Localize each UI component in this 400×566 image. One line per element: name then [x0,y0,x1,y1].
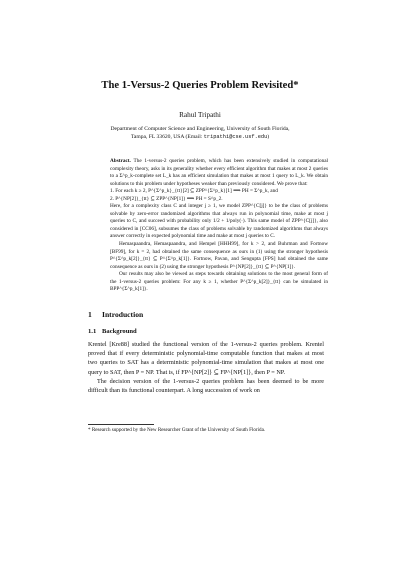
subsection-number: 1.1 [88,328,97,335]
author-email: tripathi@cse.usf.edu [203,133,268,140]
abstract-text-1: The 1-versus-2 queries problem, which has been extensively studied in computational complexity theory, asks in its generality whether every efficient algorithm that makes at most 2 queries to a Σ^p_k-complete set L_k has an efficient simulation that makes at most 1 query to L_k. We obtain solutions to this problem under hypotheses weaker than previously considered. We prove that: [110,158,328,187]
section-number: 1 [88,310,92,319]
abstract-paragraph-2: Here, for a complexity class C and integer j ≥ 1, we model ZPP^{C[j]} to be the class of problems solvable by zero-error randomized algorithms that always run in polynomial time, make at most j queries to C, and succeed with probability only 1/2 + 1/poly(·). This same model of ZPP^{C[j]}, also considered in [CC06], subsumes the class of problems solvable by randomized algorithms that always answer correctly in expected polynomial time and make at most j queries to C. [110,203,328,240]
paper-title: The 1-Versus-2 Queries Problem Revisited* [101,80,299,91]
abstract-paragraph-1 [110,158,328,188]
affiliation-line-1: Department of Computer Science and Engineering, University of South Florida, [110,126,290,132]
abstract-paragraph-3: Hemaspaandra, Hemaspaandra, and Hempel [HHH99], for k > 2, and Buhrman and Fortnow [BF99], for k = 2, had obtained the same consequence as ours in (1) using the stronger hypothesis P^{Σ^p_k[2]}_{tt} ⊆ P^{Σ^p_k[1]}. Fortnow, Pavan, and Sengupta [FPS] had obtained the same consequence as ours in (2) using the stronger hypothesis P^{NP[2]}_{tt} ⊆ P^{NP[1]}. [110,241,328,270]
affiliation-close: ) [267,133,270,140]
subsection-title: Background [102,328,137,335]
body-text [88,340,324,395]
body-paragraph-2: The decision version of the 1-versus-2 queries problem has been deemed to be more difficult than its functional counterpart. A long succession of work on [88,377,324,395]
affiliation-address: Tampa, FL 33620, USA (Email: [130,133,204,140]
abstract-label: Abstract. [110,158,131,164]
author-affiliation [60,126,340,141]
footnote-rule [88,424,154,425]
abstract-result-1: 1. For each k ≥ 2, P^{Σ^p_k}_{tt}[2] ⊆ ZPP^{Σ^p_k}[1] ⟹ PH = Σ^p_k, and [110,188,278,195]
author-name: Rahul Tripathi [179,111,221,119]
abstract [110,158,328,294]
affiliation-line-2 [60,134,340,142]
abstract-result-2: 2. P^{NP[2]}_{tt} ⊆ ZPP^{NP[1]} ⟹ PH = S^p_2. [110,195,223,202]
section-title: Introduction [102,310,144,319]
subsection-heading [88,328,137,335]
section-heading [88,310,143,319]
footnote: * Research supported by the New Researcher Grant of the University of South Florida. [88,427,266,433]
body-paragraph-1: Krentel [Kre88] studied the functional version of the 1-versus-2 queries problem. Krentel proved that if every deterministic polynomial-time computable function that makes at most two queries to SAT has a deterministic polynomial-time simulation that makes at most one query to SAT, then P = NP. That is, if FP^{NP[2]} ⊆ FP^{NP[1]}, then P = NP. [88,341,324,376]
abstract-paragraph-4: Our results may also be viewed as steps towards obtaining solutions to the most general form of the 1-versus-2 queries problem: For any k ≥ 1, whether P^{Σ^p_k[2]}_{tt} can be simulated in BPP^{Σ^p_k[1]}. [110,271,328,293]
